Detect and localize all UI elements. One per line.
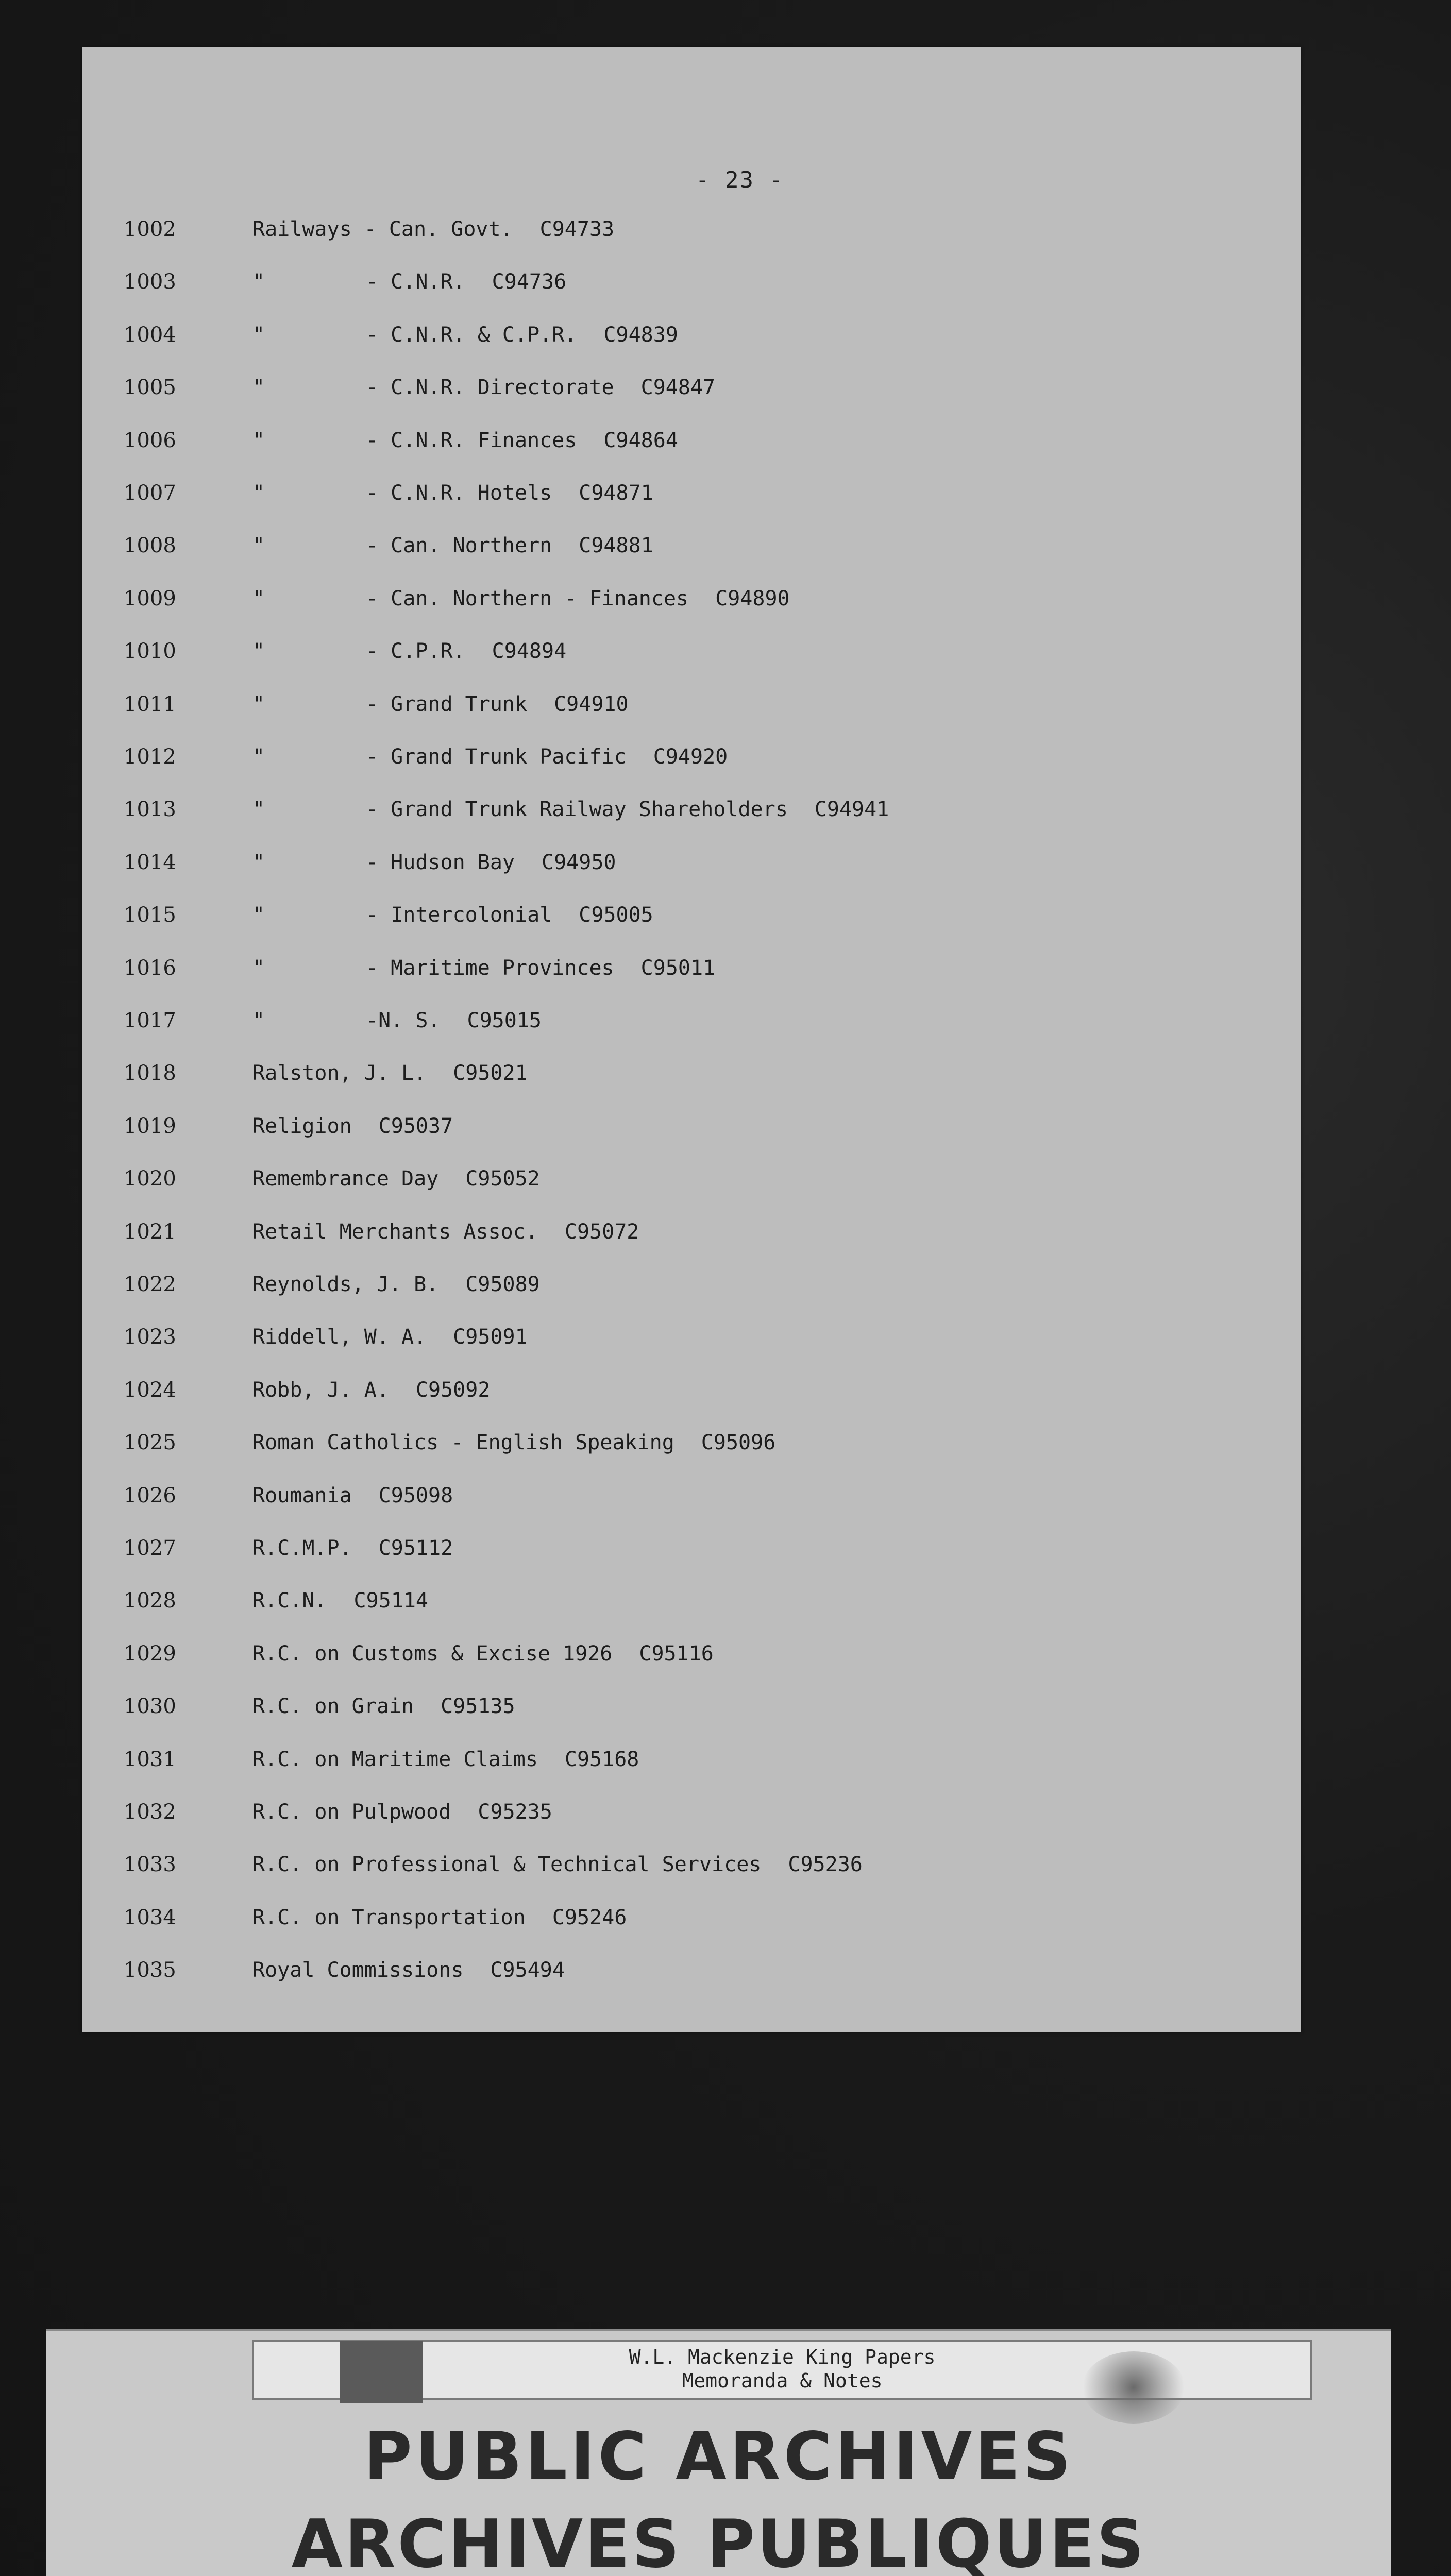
list-item [82,1273,1301,1303]
list-item [82,1748,1301,1778]
entry-subheading-text: - Grand Trunk Railway Shareholders [366,798,788,822]
entry-subject-text: R.C.M.P. [252,1536,352,1560]
entry-subject-text: Religion [252,1114,352,1138]
entry-number: 1027 [124,1536,176,1560]
entry-number: 1033 [124,1853,176,1877]
archive-title-french: ARCHIVES PUBLIQUES [291,2506,1146,2576]
entry-subject [252,1694,515,1718]
list-item [82,1325,1301,1356]
entry-subheading [366,429,678,452]
entry-subject-text: R.C. on Professional & Technical Services [252,1853,762,1877]
ditto-mark: " [252,323,265,347]
entry-subject [252,1536,453,1560]
list-item [82,1114,1301,1145]
entry-subject [252,217,614,241]
entry-subject [252,1906,627,1929]
ditto-mark: " [252,903,265,927]
reel-reference: C94920 [653,745,728,769]
entry-subheading-text: -N. S. [366,1009,441,1032]
entry-number: 1017 [124,1009,176,1032]
list-item [82,1378,1301,1409]
document-page [82,47,1301,2032]
entry-number: 1014 [124,850,176,874]
reel-reference: C94941 [814,798,889,822]
ditto-mark: " [252,376,265,400]
entry-subheading-text: - C.N.R. & C.P.R. [366,323,577,347]
entry-number: 1016 [124,956,176,980]
reel-reference: C95011 [640,956,716,980]
collection-series: Memoranda & Notes [682,2369,883,2392]
list-item [82,481,1301,512]
reel-reference: C94839 [603,323,678,347]
entry-number: 1031 [124,1747,176,1771]
entry-subheading-text: - C.N.R. [366,270,465,294]
list-item [82,270,1301,301]
entry-subject-text: R.C. on Transportation [252,1905,526,1929]
reel-reference: C95072 [564,1219,639,1244]
entry-subject-text: Roumania [252,1483,352,1507]
entry-number: 1032 [124,1800,176,1824]
ditto-mark: " [252,481,265,505]
reel-reference: C95015 [467,1009,542,1032]
entry-number: 1008 [124,534,176,558]
reel-reference: C95052 [465,1167,540,1191]
entry-subheading [366,798,889,821]
archive-title-english: PUBLIC ARCHIVES [364,2418,1074,2495]
list-item [82,1484,1301,1515]
entry-subject-text: Robb, J. A. [252,1378,389,1402]
entry-number: 1011 [124,692,176,716]
list-item [82,323,1301,354]
reel-reference: C95092 [415,1378,491,1402]
entry-subheading-text: - C.N.R. Finances [366,428,577,452]
ditto-mark: " [252,534,265,558]
reel-reference: C95098 [378,1483,453,1507]
entry-subheading [366,851,616,874]
entry-number: 1028 [124,1589,176,1613]
list-item [82,1958,1301,1989]
ditto-mark: " [252,692,265,716]
reel-reference: C95037 [378,1114,453,1138]
reel-reference: C95135 [441,1694,515,1719]
entry-number: 1021 [124,1219,176,1244]
entry-subheading-text: - Can. Northern - Finances [366,586,689,611]
list-item [82,217,1301,248]
entry-number: 1004 [124,323,176,347]
entry-subject [252,1167,540,1191]
list-item [82,1694,1301,1725]
entry-number: 1005 [124,376,176,400]
entry-number: 1003 [124,270,176,294]
ditto-mark: " [252,639,265,664]
reel-reference: C94864 [603,428,678,452]
entry-subheading [366,1009,542,1032]
entry-subject-text: Riddell, W. A. [252,1325,427,1349]
entry-number: 1025 [124,1431,176,1455]
entry-subheading-text: - Intercolonial [366,903,552,927]
entry-subheading [366,376,715,399]
entry-number: 1015 [124,903,176,927]
list-item [82,1061,1301,1092]
list-item [82,1906,1301,1937]
list-item [82,1853,1301,1884]
entry-number: 1006 [124,428,176,452]
entry-subheading-text: - Grand Trunk [366,692,528,716]
entry-subheading-text: - Can. Govt. [364,217,513,241]
list-item [82,534,1301,565]
entry-subject [252,1431,775,1454]
entry-subheading-text: - Hudson Bay [366,850,515,874]
entry-number: 1024 [124,1378,176,1402]
reel-reference: C95114 [353,1589,428,1613]
entry-subject-text: R.C. on Customs & Excise 1926 [252,1641,613,1666]
ditto-mark: " [252,1009,265,1032]
list-item [82,587,1301,618]
entry-subheading [366,639,566,663]
ditto-mark: " [252,586,265,611]
entry-number: 1019 [124,1114,176,1138]
reel-reference: C94847 [640,376,716,400]
reel-reference: C94736 [492,270,567,294]
entry-subheading [366,956,715,980]
reel-reference: C95021 [453,1061,528,1086]
entry-subheading-text: - C.P.R. [366,639,465,664]
entry-subject [252,1114,453,1138]
reel-reference: C94950 [541,850,616,874]
reel-reference: C95116 [639,1641,714,1666]
entry-number: 1012 [124,745,176,769]
entry-number: 1010 [124,639,176,664]
list-item [82,1220,1301,1251]
smudge-mark [1082,2351,1185,2424]
reel-reference: C95168 [564,1747,639,1771]
entry-subject-text: Royal Commissions [252,1958,464,1982]
entry-number: 1013 [124,798,176,822]
list-item [82,1589,1301,1620]
reel-reference: C94733 [539,217,615,241]
entry-subject-text: R.C. on Maritime Claims [252,1747,538,1771]
reel-reference: C95236 [788,1853,863,1877]
entry-subject [252,1061,528,1085]
entry-subject [252,1484,453,1507]
entry-number: 1022 [124,1273,176,1296]
reel-reference: C95089 [465,1273,540,1296]
entry-subject [252,1378,490,1402]
entry-subheading [366,534,653,557]
reel-reference: C95096 [701,1431,776,1455]
entry-number: 1035 [124,1958,176,1982]
entry-number: 1018 [124,1061,176,1086]
entry-subject-text: R.C. on Grain [252,1694,414,1719]
entry-number: 1020 [124,1167,176,1191]
collection-name: W.L. Mackenzie King Papers [629,2346,936,2368]
list-item [82,1167,1301,1198]
entry-number: 1030 [124,1694,176,1719]
entry-subject-text: R.C.N. [252,1589,327,1613]
list-item [82,956,1301,987]
entry-number: 1002 [124,217,176,241]
entry-subheading [366,692,629,716]
ditto-mark: " [252,270,265,294]
entry-subheading [366,481,653,505]
entry-subheading-text: - Grand Trunk Pacific [366,745,627,769]
entry-subheading-text: - Can. Northern [366,534,552,558]
entry-number: 1007 [124,481,176,505]
entry-subject [252,1958,565,1982]
ditto-mark: " [252,428,265,452]
entry-subject [252,1800,552,1824]
list-item [82,1009,1301,1040]
entry-subject [252,1325,528,1349]
entry-subheading-text: - C.N.R. Directorate [366,376,614,400]
list-item [82,639,1301,670]
entry-subject [252,1642,714,1666]
entry-subheading [366,587,790,611]
entry-subheading [366,270,566,294]
reel-reference: C94871 [579,481,653,505]
ditto-mark: " [252,745,265,769]
entry-number: 1034 [124,1905,176,1929]
entry-subheading-text: - C.N.R. Hotels [366,481,552,505]
ditto-mark: " [252,956,265,980]
reel-reference: C95112 [378,1536,453,1560]
list-item [82,798,1301,828]
reel-reference: C95005 [579,903,653,927]
archive-label [46,2329,1391,2576]
list-item [82,1536,1301,1567]
entry-number: 1026 [124,1483,176,1507]
list-item [82,1642,1301,1673]
entry-number: 1029 [124,1641,176,1666]
list-item [82,429,1301,460]
entry-subject [252,1273,540,1296]
entry-subject-text: Remembrance Day [252,1167,439,1191]
reel-reference: C95494 [490,1958,565,1982]
list-item [82,692,1301,723]
clip-shadow [340,2341,423,2403]
entry-subheading [366,903,653,927]
reel-reference: C94910 [554,692,629,716]
entry-subject-text: R.C. on Pulpwood [252,1800,451,1824]
reel-reference: C94890 [715,586,790,611]
reel-reference: C95235 [478,1800,552,1824]
entry-subject [252,1748,639,1771]
entry-subheading [366,745,728,769]
list-item [82,1431,1301,1462]
list-item [82,745,1301,776]
list-item [82,851,1301,882]
entry-subject-text: Railways [252,217,352,241]
entry-subject [252,1589,428,1613]
ditto-mark: " [252,850,265,874]
ditto-mark: " [252,798,265,822]
reel-reference: C95246 [552,1905,627,1929]
entry-subheading-text: - Maritime Provinces [366,956,614,980]
reel-reference: C94894 [492,639,567,664]
page-number: - 23 - [696,167,784,193]
list-item [82,1800,1301,1831]
entry-number: 1009 [124,586,176,611]
entry-subject-text: Ralston, J. L. [252,1061,427,1086]
entry-subject-text: Roman Catholics - English Speaking [252,1431,674,1455]
list-item [82,903,1301,934]
entry-number: 1023 [124,1325,176,1349]
entry-subject-text: Reynolds, J. B. [252,1273,439,1296]
reel-reference: C94881 [579,534,653,558]
list-item [82,376,1301,406]
entry-subject [252,1853,863,1876]
reel-reference: C95091 [453,1325,528,1349]
entry-subject [252,1220,639,1244]
entry-subject-text: Retail Merchants Assoc. [252,1219,538,1244]
entry-subheading [366,323,678,347]
